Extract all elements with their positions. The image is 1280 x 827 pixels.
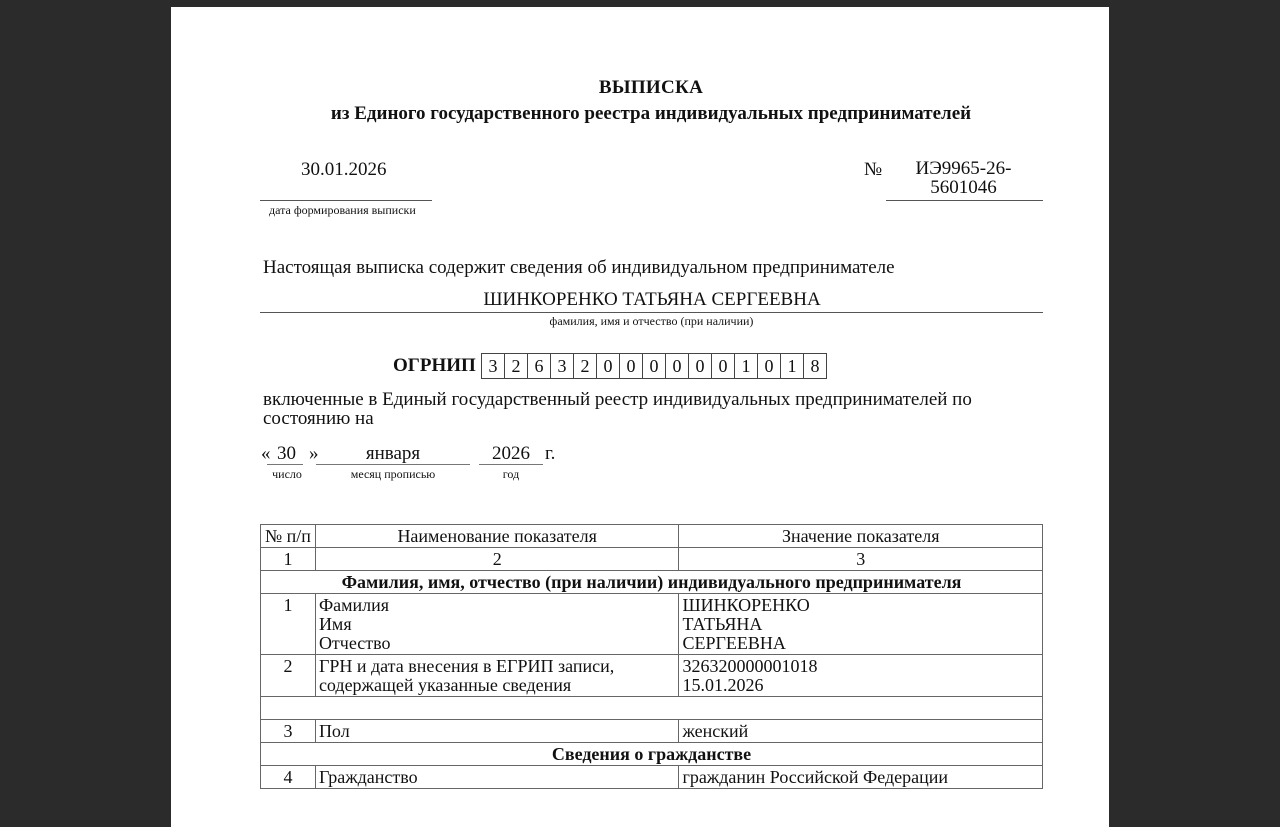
row-number: 4 [261,766,316,789]
row-value [679,655,1043,697]
row-number: 2 [261,655,316,697]
ogrnip-digit: 8 [803,353,827,379]
label-name: Имя [318,614,352,634]
ogrnip-digit: 6 [527,353,551,379]
as-of-year: 2026 [492,443,530,464]
value-grn-date: 15.01.2026 [682,675,764,695]
register-table [260,524,1043,789]
colnum-3: 3 [679,548,1043,571]
as-of-day: 30 [277,443,296,464]
row-value: женский [679,720,1043,743]
ogrnip-digit: 3 [481,353,505,379]
header-indicator-value: Значение показателя [679,525,1043,548]
ogrnip-digit: 0 [711,353,735,379]
section-row [261,743,1043,766]
ogrnip-digit: 2 [504,353,528,379]
as-of-close-quote: » [309,443,319,464]
ogrnip-digit-boxes [482,353,827,379]
row-value: гражданин Российской Федерации [679,766,1043,789]
empty-row [261,697,1043,720]
value-patronymic: СЕРГЕЕВНА [682,633,786,653]
table-header-row [261,525,1043,548]
ogrnip-digit: 1 [780,353,804,379]
label-grn-line2: содержащей указанные сведения [318,675,572,695]
full-name-underline [260,312,1043,313]
ogrnip-digit: 0 [665,353,689,379]
extract-date-caption: дата формирования выписки [269,203,416,217]
document-subtitle: из Единого государственного реестра индивидуальных предпринимателей [330,103,972,124]
month-caption: месяц прописью [350,467,436,481]
ogrnip-digit: 0 [619,353,643,379]
number-sign: № [864,159,883,180]
intro-text: Настоящая выписка содержит сведения об индивидуальном предпринимателе [263,257,895,278]
row-label [315,594,679,655]
as-of-year-suffix: г. [545,443,556,464]
value-grn: 326320000001018 [682,656,818,676]
row-label: Пол [315,720,679,743]
label-grn-line1: ГРН и дата внесения в ЕГРИП записи, [318,656,615,676]
colnum-1: 1 [261,548,316,571]
number-underline [886,200,1043,201]
value-name: ТАТЬЯНА [682,614,763,634]
ogrnip-digit: 0 [642,353,666,379]
row-label: Гражданство [315,766,679,789]
label-surname: Фамилия [318,595,390,615]
document-title: ВЫПИСКА [598,77,704,98]
full-name-caption: фамилия, имя и отчество (при наличии) [549,314,754,328]
document-page [171,7,1109,827]
day-caption: число [272,467,302,481]
section-row [261,571,1043,594]
table-colnum-row [261,548,1043,571]
row-number: 1 [261,594,316,655]
included-text: включенные в Единый государственный реестр индивидуальных предпринимателей по состоянию на [263,389,972,429]
entrepreneur-full-name: ШИНКОРЕНКО ТАТЬЯНА СЕРГЕЕВНА [483,289,821,310]
label-patronymic: Отчество [318,633,391,653]
table-row [261,720,1043,743]
extract-date: 30.01.2026 [301,159,387,180]
as-of-month: января [365,443,421,464]
colnum-2: 2 [315,548,679,571]
empty-cell [261,697,1043,720]
ogrnip-label: ОГРНИП [393,355,476,376]
header-number: № п/п [261,525,316,548]
date-underline [260,200,432,201]
ogrnip-digit: 0 [688,353,712,379]
ogrnip-digit: 3 [550,353,574,379]
extract-number-line2: 5601046 [930,177,997,198]
table-row [261,766,1043,789]
table-row [261,594,1043,655]
as-of-open-quote: « [261,443,271,464]
row-label [315,655,679,697]
month-underline [316,464,470,465]
section-fio-heading: Фамилия, имя, отчество (при наличии) индивидуального предпринимателя [261,571,1043,594]
header-indicator-name: Наименование показателя [315,525,679,548]
table-row [261,655,1043,697]
row-value [679,594,1043,655]
year-caption: год [502,467,520,481]
day-underline [267,464,303,465]
section-citizenship-heading: Сведения о гражданстве [261,743,1043,766]
row-number: 3 [261,720,316,743]
value-surname: ШИНКОРЕНКО [682,595,810,615]
ogrnip-digit: 2 [573,353,597,379]
extract-number [891,159,1036,197]
ogrnip-digit: 1 [734,353,758,379]
ogrnip-digit: 0 [596,353,620,379]
ogrnip-digit: 0 [757,353,781,379]
year-underline [479,464,543,465]
extract-number-line1: ИЭ9965-26- [915,158,1012,179]
